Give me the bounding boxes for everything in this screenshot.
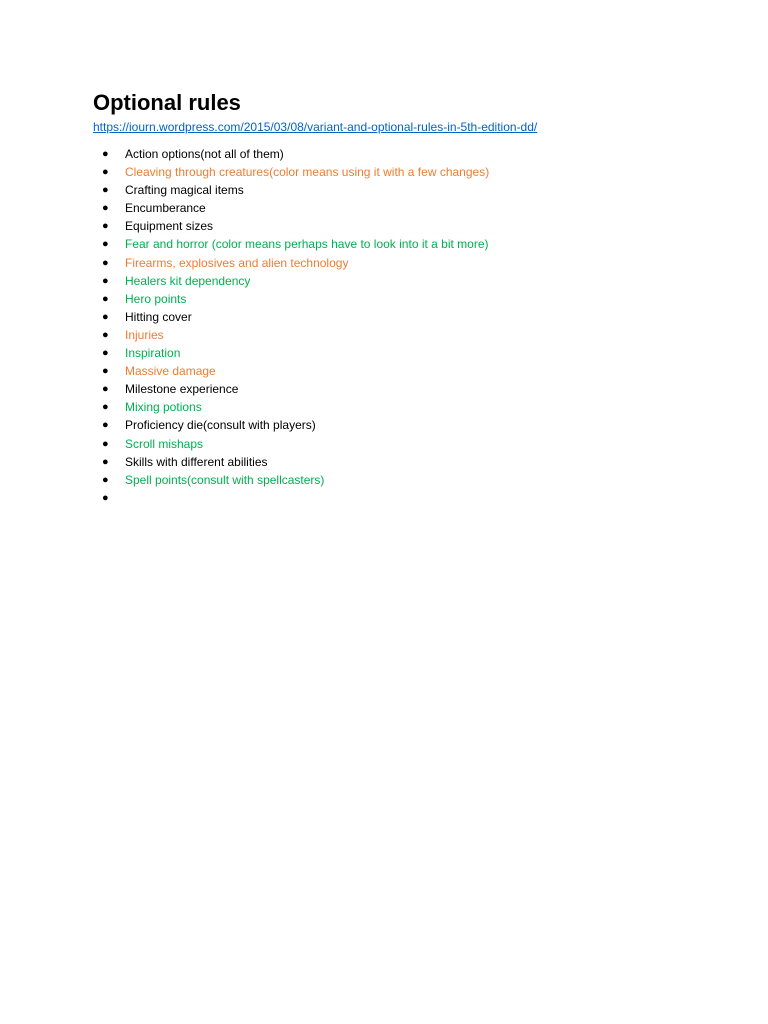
bullet-icon: ●	[102, 455, 109, 468]
bullet-icon: ●	[102, 310, 109, 323]
list-item-text: Encumberance	[125, 201, 206, 216]
list-item-text: Hero points	[125, 291, 187, 306]
list-item-text: Healers kit dependency	[125, 273, 251, 288]
bullet-icon: ●	[102, 419, 109, 432]
bullet-icon: ●	[102, 292, 109, 305]
list-item-text: Action options(not all of them)	[125, 147, 284, 161]
bullet-icon: ●	[102, 202, 109, 215]
bullet-icon: ●	[102, 328, 109, 341]
bullet-icon: ●	[102, 347, 109, 360]
bullet-icon: ●	[102, 256, 109, 269]
bullet-icon: ●	[102, 184, 109, 197]
list-item-text: Equipment sizes	[125, 219, 214, 234]
list-item-text: Spell points(consult with spellcasters)	[125, 472, 325, 487]
list-item-text: Inspiration	[125, 346, 181, 361]
list-item-text: Injuries	[125, 327, 164, 342]
bullet-icon: ●	[102, 166, 109, 179]
list-item-text: Milestone experience	[125, 382, 239, 397]
page-title: Optional rules	[93, 90, 241, 115]
bullet-icon: ●	[102, 437, 109, 450]
list-item-text: Mixing potions	[125, 400, 202, 415]
bullet-icon: ●	[102, 383, 109, 396]
list-item-text: Proficiency die(consult with players)	[125, 418, 316, 433]
bullet-icon: ●	[102, 220, 109, 233]
bullet-icon: ●	[102, 365, 109, 378]
bullet-icon: ●	[102, 491, 109, 504]
list-item-text: Scroll mishaps	[125, 436, 204, 451]
bullet-icon: ●	[102, 274, 109, 287]
list-item-text: Massive damage	[125, 364, 216, 379]
list-item-text: Crafting magical items	[125, 183, 244, 198]
list-item-text: Cleaving through creatures(color means using it with a few changes)	[125, 165, 490, 180]
bullet-icon: ●	[102, 238, 109, 251]
bullet-icon: ●	[102, 473, 109, 486]
bullet-icon: ●	[102, 401, 109, 414]
bullet-icon: ●	[102, 148, 109, 160]
list-item-text: Fear and horror (color means perhaps have to look into it a bit more)	[125, 237, 489, 252]
list-item-text: Hitting cover	[125, 309, 192, 324]
list-item-text: Firearms, explosives and alien technology	[125, 255, 349, 270]
source-link[interactable]: https://iourn.wordpress.com/2015/03/08/variant-and-optional-rules-in-5th-edition-dd/	[93, 120, 538, 134]
list-item-text: Skills with different abilities	[125, 454, 268, 469]
